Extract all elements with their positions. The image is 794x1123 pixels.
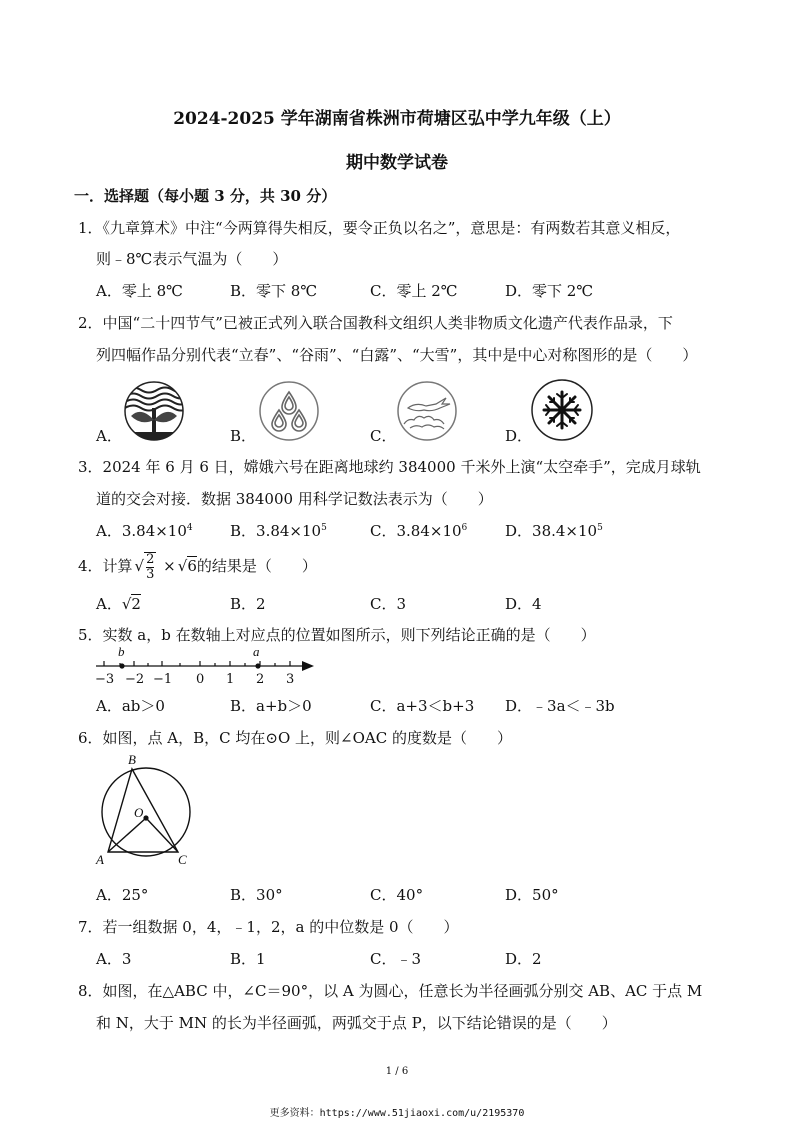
tick-label: 3 (286, 672, 295, 687)
q4-line1: 4．计算 √ $\frac{2}{3}$ × √6的结果是（ ） (78, 552, 317, 582)
number-line-point-b: b (118, 644, 125, 659)
solar-term-bailu-image (396, 380, 458, 442)
q3-option-c: C．$3.84\times 10^6$ (370, 522, 468, 540)
solar-term-guyu-image (258, 380, 320, 442)
q6-option-a: A．25° (96, 886, 149, 904)
q2-line1: 2．中国“二十四节气”已被正式列入联合国教科文组织人类非物质文化遗产代表作品录，下 (78, 314, 673, 332)
q4-option-c: C．3 (370, 595, 407, 613)
q3-option-d: D．$38.4\times 10^5$ (505, 522, 603, 540)
q6-option-b: B．30° (230, 886, 283, 904)
q2-option-b: B． (230, 427, 257, 445)
exam-title-line1: 2024-2025 学年湖南省株洲市荷塘区弘中学九年级（上） (173, 109, 621, 129)
tick-label: 1 (226, 672, 235, 687)
q8-line2: 和 N，大于 MN 的长为半径画弧，两弧交于点 P，以下结论错误的是（ ） (96, 1014, 617, 1032)
q2-option-d: D． (505, 427, 533, 445)
q4-option-b: B．2 (230, 595, 266, 613)
tick-label: 0 (196, 672, 205, 687)
q3-line2: 道的交会对接．数据 384000 用科学记数法表示为（ ） (96, 490, 493, 508)
footer-more-link[interactable]: 更多资料：https://www.51jiaoxi.com/u/2195370 (269, 1108, 525, 1119)
tick-label: −1 (153, 672, 173, 687)
q4-option-a: A．√2 (96, 595, 141, 613)
q5-option-c: C．a+3＜b+3 (370, 697, 475, 715)
q6-line1: 6．如图，点 A，B，C 均在⊙O 上，则∠OAC 的度数是（ ） (78, 729, 512, 747)
q2-line2: 列四幅作品分别代表“立春”、“谷雨”、“白露”、“大雪”，其中是中心对称图形的是（ ） (96, 346, 698, 364)
q8-line1: 8．如图，在△ABC 中，∠C＝90°，以 A 为圆心，任意长为半径画弧分别交 AB、AC 于点 M (78, 982, 703, 1000)
q5-option-b: B．a+b＞0 (230, 697, 312, 715)
q7-option-a: A．3 (96, 950, 132, 968)
q5-line1: 5．实数 a，b 在数轴上对应点的位置如图所示，则下列结论正确的是（ ） (78, 626, 596, 644)
q7-option-c: C．﹣3 (370, 950, 422, 968)
figure-label-a: A (96, 852, 104, 867)
q2-option-c: C． (370, 427, 397, 445)
q1-option-a: A．零上 8℃ (96, 282, 183, 300)
q1-option-c: C．零上 2℃ (370, 282, 458, 300)
number-line-figure (92, 644, 322, 690)
q3-option-a: A．$3.84\times 10^4$ (96, 522, 193, 540)
figure-label-c: C (178, 852, 187, 867)
q7-option-b: B．1 (230, 950, 266, 968)
q1-option-d: D．零下 2℃ (505, 282, 594, 300)
q1-line1: 1．《九章算术》中注“今两算得失相反，要令正负以名之”，意思是：有两数若其意义相反， (78, 219, 681, 237)
figure-label-b: B (128, 752, 136, 767)
figure-label-o: O (134, 805, 144, 820)
tick-label: −3 (95, 672, 115, 687)
q1-option-b: B．零下 8℃ (230, 282, 318, 300)
q5-option-a: A．ab＞0 (96, 697, 165, 715)
q3-line1: 3．2024 年 6 月 6 日，嫦娥六号在距离地球约 384000 千米外上演“太空牵手”，完成月球轨 (78, 458, 701, 476)
number-line-point-a: a (253, 644, 260, 659)
q7-option-d: D．2 (505, 950, 542, 968)
exam-title-line2: 期中数学试卷 (346, 153, 448, 173)
q5-option-d: D．﹣3a＜﹣3b (505, 697, 615, 715)
solar-term-lichun-image (123, 380, 185, 442)
q2-option-a: A． (96, 427, 122, 445)
page-number: 1 / 6 (385, 1066, 409, 1077)
q3-option-b: B．$3.84\times 10^5$ (230, 522, 327, 540)
tick-label: −2 (125, 672, 145, 687)
circle-triangle-figure (92, 750, 202, 870)
section-heading: 一．选择题（每小题 3 分，共 30 分） (74, 187, 337, 205)
q4-sqrt-fraction: √ $\frac{2}{3}$ (134, 552, 155, 582)
q6-option-c: C．40° (370, 886, 424, 904)
q7-line1: 7．若一组数据 0，4，﹣1，2，a 的中位数是 0（ ） (78, 918, 459, 936)
q6-option-d: D．50° (505, 886, 559, 904)
solar-term-daxue-image (530, 378, 594, 442)
q4-option-d: D．4 (505, 595, 542, 613)
q1-line2: 则﹣8℃表示气温为（ ） (96, 250, 288, 268)
tick-label: 2 (256, 672, 265, 687)
